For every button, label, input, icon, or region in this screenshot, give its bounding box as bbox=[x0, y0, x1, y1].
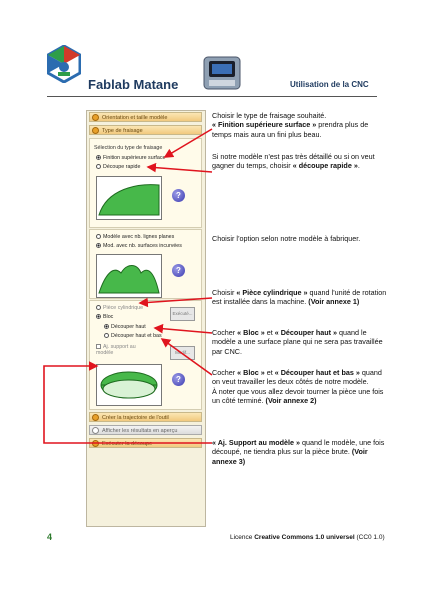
help-icon[interactable]: ? bbox=[172, 373, 185, 386]
radio-piece-cylindrique[interactable]: Pièce cylindrique bbox=[96, 305, 143, 311]
radio-decouper-haut-bas[interactable]: Découper haut et bas bbox=[104, 333, 162, 339]
text-block-option: Choisir l’option selon notre modèle à fabriquer. bbox=[212, 234, 361, 243]
radio-finition[interactable]: Finition supérieure surface bbox=[96, 155, 165, 161]
bar-resultats[interactable]: Afficher les résultats en aperçu bbox=[89, 425, 202, 435]
help-icon[interactable]: ? bbox=[172, 264, 185, 277]
bar-orientation[interactable]: Orientation et taille modèle bbox=[89, 112, 202, 122]
checkbox-support[interactable]: Aj. support au modèle bbox=[96, 344, 136, 356]
bar-trajectoire[interactable]: Créer la trajectoire de l'outil bbox=[89, 412, 202, 422]
text-block-bloc-haut-bas: Cocher « Bloc » et « Découper haut et bas » quand on veut travailler les deux côtés de notre modèle. À noter que vous allez devoir tourner la pièce une fois un côté terminé. (Voir annexe 2) bbox=[212, 368, 384, 405]
arrow-decoupe-rapide bbox=[148, 167, 212, 172]
radio-lignes-planes[interactable]: Modèle avec nb. lignes planes bbox=[96, 234, 174, 240]
arrow-support bbox=[44, 366, 212, 443]
radio-surfaces-incurvees[interactable]: Mod. avec nb. surfaces incurvées bbox=[96, 243, 182, 249]
document-title: Utilisation de la CNC bbox=[290, 80, 369, 89]
bar-decoupe[interactable]: Exécuter la découpe bbox=[89, 438, 202, 448]
text-block-fraisage: Choisir le type de fraisage souhaité. « Finition supérieure surface » prendra plus de temps mais aura un fini plus beau. bbox=[212, 111, 369, 139]
text-block-cylindrique: Choisir « Pièce cylindrique » quand l’unité de rotation est installée dans la machine. (Voir annexe 1) bbox=[212, 288, 387, 307]
help-icon[interactable]: ? bbox=[172, 189, 185, 202]
text-block-decoupe-rapide: Si notre modèle n’est pas très détaillé ou si on veut gagner du temps, choisir « découpe rapide ». bbox=[212, 152, 375, 171]
section-title: Sélection du type de fraisage bbox=[94, 145, 163, 151]
radio-decoupe-rapide[interactable]: Découpe rapide bbox=[96, 164, 140, 170]
license-text: Licence Creative Commons 1.0 universel (CC0 1.0) bbox=[230, 534, 385, 541]
brand-name: Fablab Matane bbox=[88, 77, 179, 92]
radio-decouper-haut[interactable]: Découper haut bbox=[104, 324, 146, 330]
text-block-bloc-haut: Cocher « Bloc » et « Découper haut » quand le modèle a une surface plane qui ne sera pas travaillée par CNC. bbox=[212, 328, 383, 356]
bar-type-fraisage[interactable]: Type de fraisage bbox=[89, 125, 202, 135]
arrow-cylindrique bbox=[140, 298, 212, 303]
arrow-decouper-haut bbox=[155, 328, 212, 333]
page-number: 4 bbox=[47, 532, 53, 542]
support-settings-button[interactable]: Modif... bbox=[170, 346, 195, 360]
cylinder-settings-button[interactable]: Exécuté... bbox=[170, 307, 195, 321]
radio-bloc[interactable]: Bloc bbox=[96, 314, 113, 320]
arrow-haut-bas bbox=[162, 339, 212, 375]
arrow-finition bbox=[165, 129, 212, 157]
text-block-support: « Aj. Support au modèle » quand le modèle, une fois découpé, ne tiendra plus sur la pièce brute. (Voir annexe 3) bbox=[212, 438, 385, 466]
